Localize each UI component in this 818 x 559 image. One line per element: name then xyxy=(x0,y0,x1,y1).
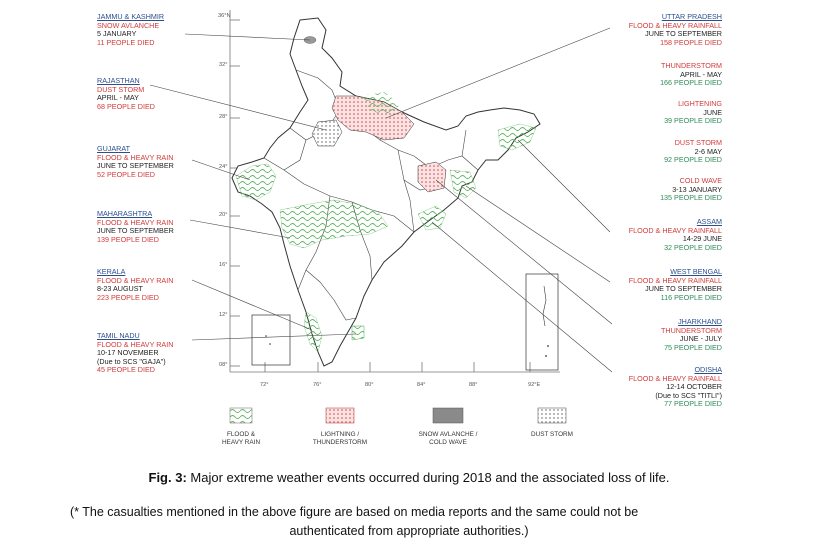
region-label: ODISHA xyxy=(694,365,722,374)
legend-label-lightning: LIGHTNING / THUNDERSTORM xyxy=(312,431,368,446)
date-label: 5 JANUARY xyxy=(97,29,137,39)
date-label: 2-6 MAY xyxy=(694,146,722,156)
date-label: JUNE TO SEPTEMBER xyxy=(97,226,174,236)
event-label: FLOOD & HEAVY RAIN xyxy=(97,152,174,162)
legend-label-snow: SNOW AVLANCHE / COLD WAVE xyxy=(418,431,478,446)
region-label: MAHARASHTRA xyxy=(97,209,153,218)
lat-tick-28: 28° xyxy=(219,114,228,120)
legend-label-dust: DUST STORM xyxy=(530,431,574,438)
andaman-inset xyxy=(526,274,558,370)
deaths-label: 52 PEOPLE DIED xyxy=(97,169,155,179)
tamilnadu-flood-area xyxy=(352,326,364,340)
date-label: APRIL - MAY xyxy=(97,93,139,103)
event-label: FLOOD & HEAVY RAIN xyxy=(97,339,174,349)
deaths-label: 116 PEOPLE DIED xyxy=(660,292,722,302)
lon-tick-80: 80° xyxy=(365,382,374,388)
event-label: FLOOD & HEAVY RAINFALL xyxy=(628,275,722,285)
deaths-label: 32 PEOPLE DIED xyxy=(664,242,722,252)
lat-tick-12: 12° xyxy=(219,312,228,318)
annotation-odisha xyxy=(629,366,722,409)
event-label: THUNDERSTORM xyxy=(661,61,722,70)
deaths-label: 223 PEOPLE DIED xyxy=(97,292,159,302)
lat-tick-16: 16° xyxy=(219,262,228,268)
deaths-label: 139 PEOPLE DIED xyxy=(97,234,159,244)
annotation-up-lightening xyxy=(664,100,722,126)
event-label: LIGHTENING xyxy=(678,99,722,108)
lon-tick-84: 84° xyxy=(417,382,426,388)
event-label: THUNDERSTORM xyxy=(661,325,722,335)
region-label: JHARKHAND xyxy=(678,317,722,326)
deaths-label: 77 PEOPLE DIED xyxy=(664,399,722,409)
region-label: RAJASTHAN xyxy=(97,76,140,85)
event-label: FLOOD & HEAVY RAINFALL xyxy=(628,225,722,235)
event-label: FLOOD & HEAVY RAIN xyxy=(97,217,174,227)
lon-tick-88: 88° xyxy=(469,382,478,388)
annotation-up-thunderstorm xyxy=(660,62,722,88)
annotation-tamil-nadu xyxy=(97,332,173,375)
legend-swatch-dust xyxy=(538,408,566,423)
figure-caption xyxy=(0,470,818,485)
lat-tick-24: 24° xyxy=(219,164,228,170)
deaths-label: 92 PEOPLE DIED xyxy=(664,155,722,165)
deaths-label: 135 PEOPLE DIED xyxy=(660,193,722,203)
deaths-label: 39 PEOPLE DIED xyxy=(664,116,722,126)
deaths-label: 158 PEOPLE DIED xyxy=(660,37,722,47)
event-label: COLD WAVE xyxy=(679,176,722,185)
annotation-up-dust-storm xyxy=(664,139,722,165)
cyclone-label: (Due to SCS "TITLI") xyxy=(655,390,722,400)
date-label: JUNE TO SEPTEMBER xyxy=(645,29,722,39)
annotation-west-bengal xyxy=(629,268,722,302)
annotation-uttar-pradesh xyxy=(629,13,722,47)
deaths-label: 68 PEOPLE DIED xyxy=(97,101,155,111)
annotation-up-cold-wave xyxy=(660,177,722,203)
legend-swatch-flood xyxy=(230,408,252,423)
lat-tick-08: 08° xyxy=(219,362,228,368)
event-label: DUST STORM xyxy=(674,138,722,147)
legend-swatch-snow xyxy=(433,408,463,423)
event-label: FLOOD & HEAVY RAIN xyxy=(97,275,174,285)
deaths-label: 75 PEOPLE DIED xyxy=(664,342,722,352)
lat-tick-32: 32° xyxy=(219,62,228,68)
region-label: ASSAM xyxy=(696,217,722,226)
event-label: FLOOD & HEAVY RAINFALL xyxy=(628,373,722,383)
lakshadweep-inset xyxy=(252,315,290,365)
region-label: WEST BENGAL xyxy=(670,267,722,276)
lat-tick-20: 20° xyxy=(219,212,228,218)
india-outline xyxy=(232,18,540,366)
date-label: 14-29 JUNE xyxy=(682,234,722,244)
legend-swatch-lightning xyxy=(326,408,354,423)
region-label: UTTAR PRADESH xyxy=(661,12,722,21)
date-label: JUNE xyxy=(703,107,722,117)
lat-tick-36: 36°N xyxy=(218,13,231,19)
lon-tick-72: 72° xyxy=(260,382,269,388)
legend-swatches xyxy=(230,408,566,423)
region-label: KERALA xyxy=(97,267,126,276)
annotation-maharashtra xyxy=(97,210,174,244)
date-label: JUNE - JULY xyxy=(679,334,722,344)
deaths-label: 45 PEOPLE DIED xyxy=(97,365,155,375)
footnote-line-2: authenticated from appropriate authorities.) xyxy=(289,524,529,538)
annotation-jharkhand xyxy=(661,318,722,352)
annotation-jammu-kashmir xyxy=(97,13,164,47)
deaths-label: 11 PEOPLE DIED xyxy=(97,37,155,47)
event-label: DUST STORM xyxy=(97,84,145,94)
date-label: JUNE TO SEPTEMBER xyxy=(97,161,174,171)
region-label: JAMMU & KASHMIR xyxy=(97,12,165,21)
cyclone-label: (Due to SCS "GAJA") xyxy=(97,356,166,366)
region-label: GUJARAT xyxy=(97,144,131,153)
date-label: 3-13 JANUARY xyxy=(672,184,722,194)
footnote-line-1: (* The casualties mentioned in the above figure are based on media reports and the same could not be xyxy=(70,505,639,519)
date-label: 8-23 AUGUST xyxy=(97,284,143,294)
annotation-rajasthan xyxy=(97,77,155,111)
date-label: 12-14 OCTOBER xyxy=(666,382,722,392)
date-label: JUNE TO SEPTEMBER xyxy=(645,284,722,294)
date-label: 10-17 NOVEMBER xyxy=(97,348,159,358)
event-label: FLOOD & HEAVY RAINFALL xyxy=(628,20,722,30)
annotation-kerala xyxy=(97,268,173,302)
caption-label: Fig. 3: xyxy=(148,470,187,485)
lon-tick-92: 92°E xyxy=(528,382,541,388)
legend-label-flood: FLOOD & HEAVY RAIN xyxy=(221,431,261,446)
region-label: TAMIL NADU xyxy=(97,331,140,340)
annotation-gujarat xyxy=(97,145,174,179)
caption-text: Major extreme weather events occurred during 2018 and the associated loss of life. xyxy=(186,470,670,485)
deaths-label: 166 PEOPLE DIED xyxy=(660,78,722,88)
annotation-assam xyxy=(629,218,722,252)
lon-tick-76: 76° xyxy=(313,382,322,388)
date-label: APRIL - MAY xyxy=(680,69,722,79)
event-label: SNOW AVLANCHE xyxy=(97,20,160,30)
